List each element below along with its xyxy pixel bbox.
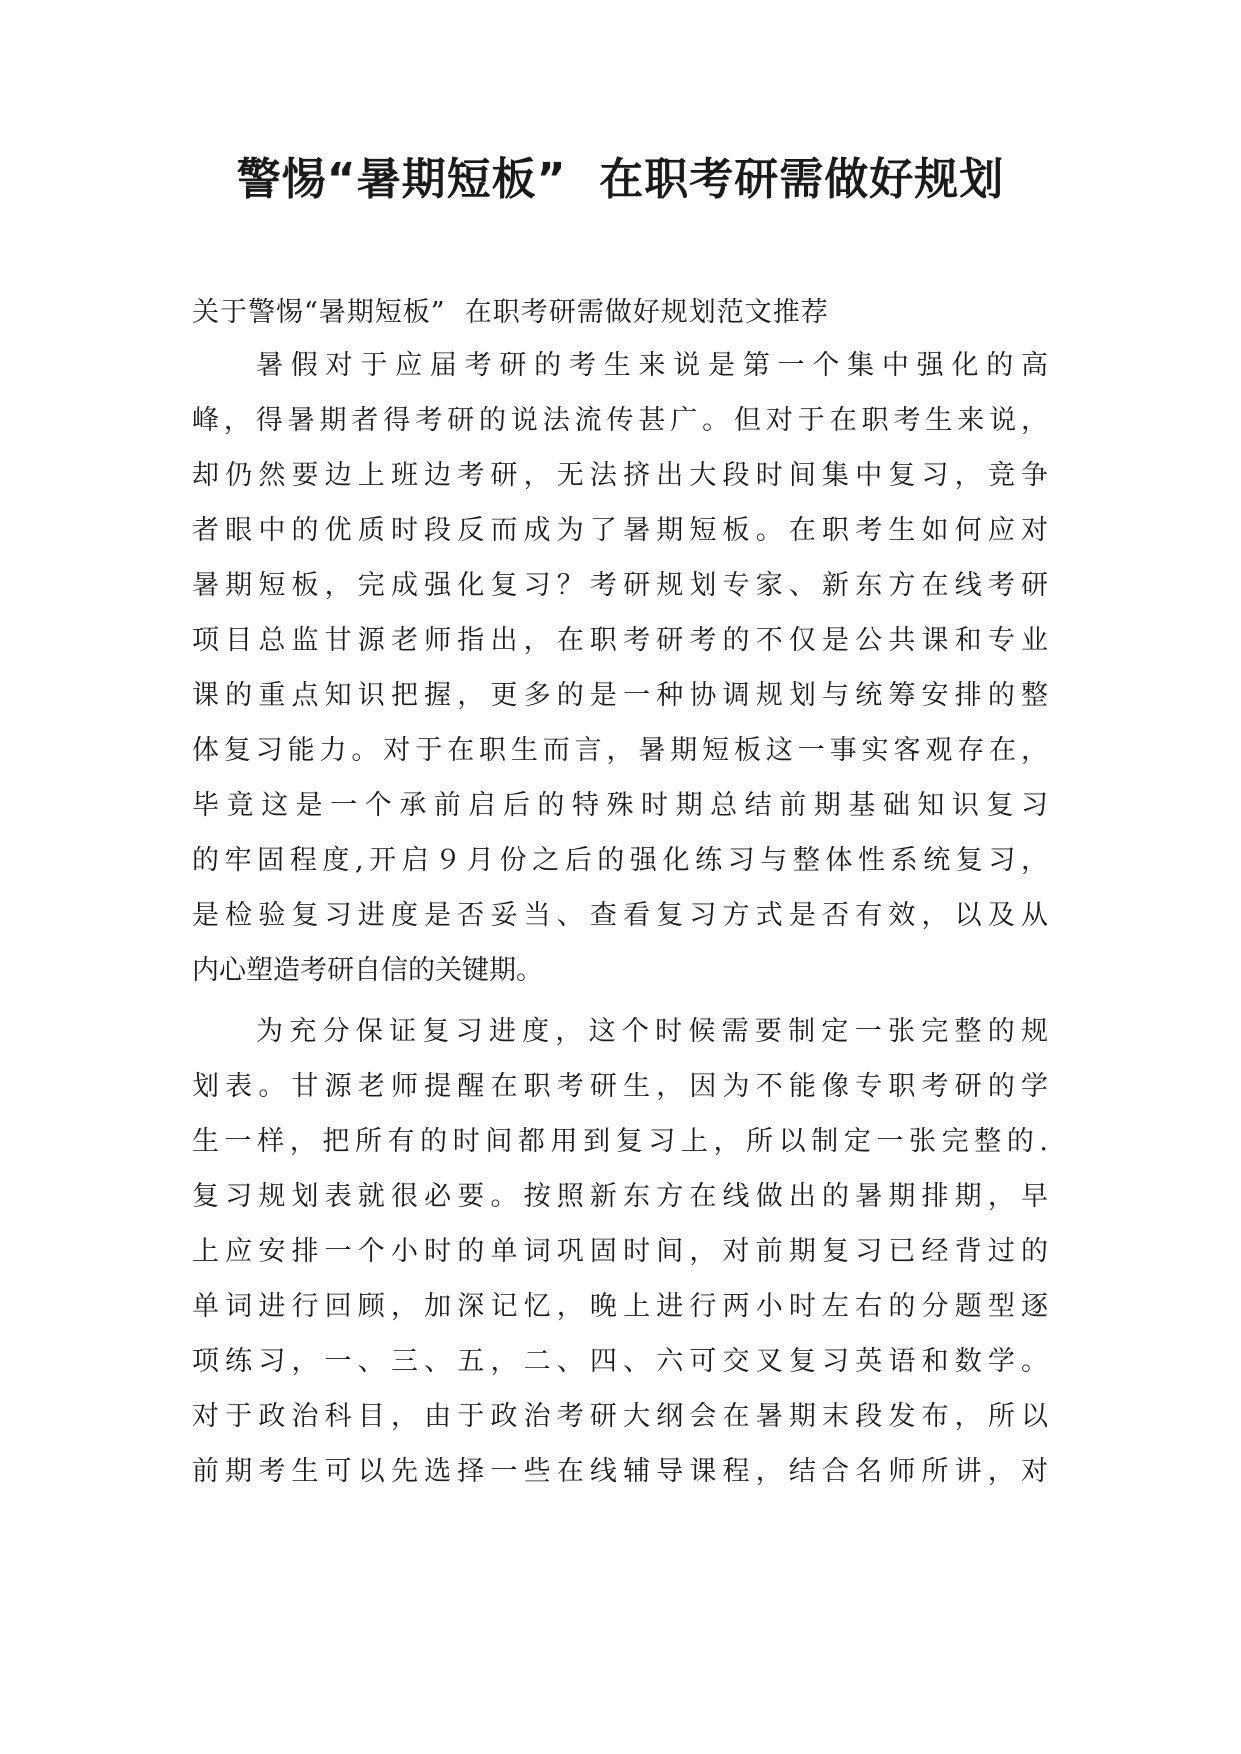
text-line: 内心塑造考研自信的关键期。 xyxy=(192,955,543,986)
text-line: 项目总监甘源老师指出，在职考研考的不仅是公共课和专业 xyxy=(192,625,1048,656)
text-line: 是检验复习进度是否妥当、查看复习方式是否有效，以及从 xyxy=(192,900,1048,931)
text-line: 项练习，一、三、五，二、四、六可交叉复习英语和数学。 xyxy=(192,1346,1048,1377)
paragraph-2 xyxy=(192,1004,1048,1499)
text-line: 课的重点知识把握，更多的是一种协调规划与统筹安排的整 xyxy=(192,680,1048,711)
text-line: 的牢固程度,开启９月份之后的强化练习与整体性系统复习， xyxy=(192,845,1048,876)
text-line: 对于政治科目，由于政治考研大纲会在暑期末段发布，所以 xyxy=(192,1401,1048,1432)
text-line: 暑假对于应届考研的考生来说是第一个集中强化的高 xyxy=(256,350,1048,381)
text-line: 暑期短板，完成强化复习？考研规划专家、新东方在线考研 xyxy=(192,570,1048,601)
text-line: 为充分保证复习进度，这个时候需要制定一张完整的规 xyxy=(256,1016,1048,1047)
text-line: 划表。甘源老师提醒在职考研生，因为不能像专职考研的学 xyxy=(192,1071,1048,1102)
text-line: 复习规划表就很必要。按照新东方在线做出的暑期排期，早 xyxy=(192,1181,1048,1212)
text-line: 者眼中的优质时段反而成为了暑期短板。在职考生如何应对 xyxy=(192,515,1048,546)
document-body xyxy=(192,287,1048,1505)
text-line: 上应安排一个小时的单词巩固时间，对前期复习已经背过的 xyxy=(192,1236,1048,1267)
text-line: 生一样，把所有的时间都用到复习上，所以制定一张完整的. xyxy=(192,1126,1048,1157)
text-line: 毕竟这是一个承前启后的特殊时期总结前期基础知识复习 xyxy=(192,790,1048,821)
text-line: 前期考生可以先选择一些在线辅导课程，结合名师所讲，对 xyxy=(192,1456,1048,1487)
text-line: 却仍然要边上班边考研，无法挤出大段时间集中复习，竞争 xyxy=(192,460,1048,491)
text-line: 单词进行回顾，加深记忆，晚上进行两小时左右的分题型逐 xyxy=(192,1291,1048,1322)
document-title: 警惕“暑期短板” 在职考研需做好规划 xyxy=(236,154,1005,205)
paragraph-1 xyxy=(192,338,1048,998)
document-subtitle: 关于警惕“暑期短板” 在职考研需做好规划范文推荐 xyxy=(192,297,829,328)
text-line: 体复习能力。对于在职生而言，暑期短板这一事实客观存在， xyxy=(192,735,1048,766)
text-line: 峰，得暑期者得考研的说法流传甚广。但对于在职考生来说， xyxy=(192,405,1048,436)
